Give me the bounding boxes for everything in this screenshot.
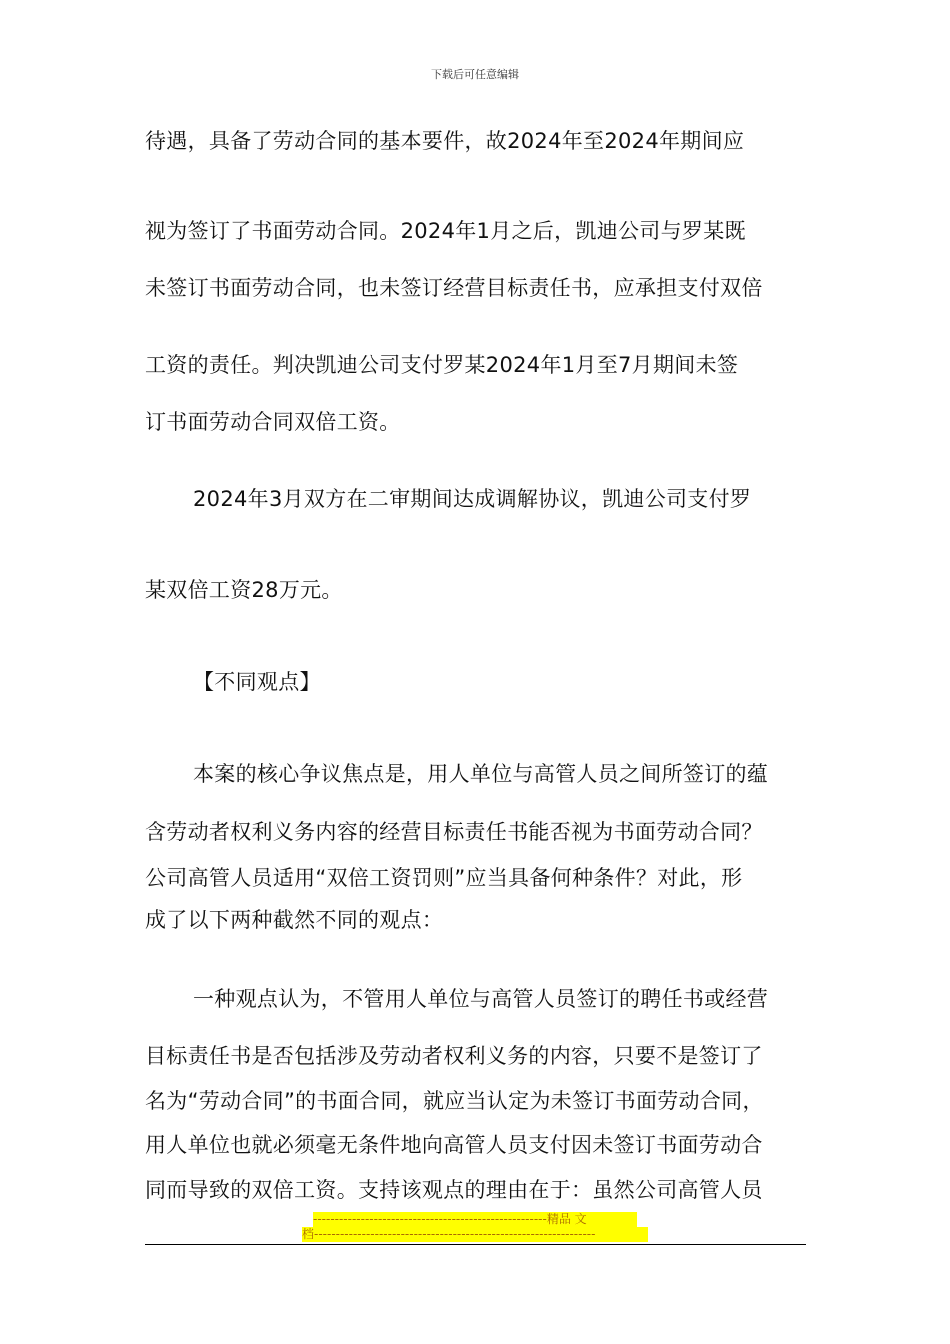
body-line-3: 未签订书面劳动合同，也未签订经营目标责任书，应承担支付双倍 [145,276,763,300]
page-header-note: 下载后可任意编辑 [431,68,519,81]
body-line-11: 公司高管人员适用“双倍工资罚则”应当具备何种条件？对此，形 [145,866,743,890]
body-line-9: 本案的核心争议焦点是，用人单位与高管人员之间所签订的蕴 [193,762,769,786]
body-line-2: 视为签订了书面劳动合同。2024年1月之后，凯迪公司与罗某既 [145,219,746,243]
body-line-14: 目标责任书是否包括涉及劳动者权利义务的内容，只要不是签订了 [145,1044,763,1068]
footer-divider [145,1244,806,1245]
body-line-5: 订书面劳动合同双倍工资。 [145,410,401,434]
body-line-6: 2024年3月双方在二审期间达成调解协议，凯迪公司支付罗 [193,487,752,511]
body-line-1: 待遇，具备了劳动合同的基本要件，故2024年至2024年期间应 [145,129,745,153]
body-line-13: 一种观点认为，不管用人单位与高管人员签订的聘任书或经营 [193,987,769,1011]
body-line-12: 成了以下两种截然不同的观点： [145,908,444,932]
body-line-16: 用人单位也就必须毫无条件地向高管人员支付因未签订书面劳动合 [145,1133,763,1157]
body-line-17: 同而导致的双倍工资。支持该观点的理由在于：虽然公司高管人员 [145,1178,763,1202]
section-heading: 【不同观点】 [193,670,321,694]
body-line-15: 名为“劳动合同”的书面合同，就应当认定为未签订书面劳动合同， [145,1089,764,1113]
body-line-4: 工资的责任。判决凯迪公司支付罗某2024年1月至7月期间未签 [145,353,739,377]
body-line-10: 含劳动者权利义务内容的经营目标责任书能否视为书面劳动合同？ [145,820,763,844]
footer-watermark-line1: ------------------------------------------------------精品 文 [313,1212,637,1227]
footer-watermark-line2: 档----------------------------------------------------------------- [302,1227,648,1242]
body-line-7: 某双倍工资28万元。 [145,578,343,602]
